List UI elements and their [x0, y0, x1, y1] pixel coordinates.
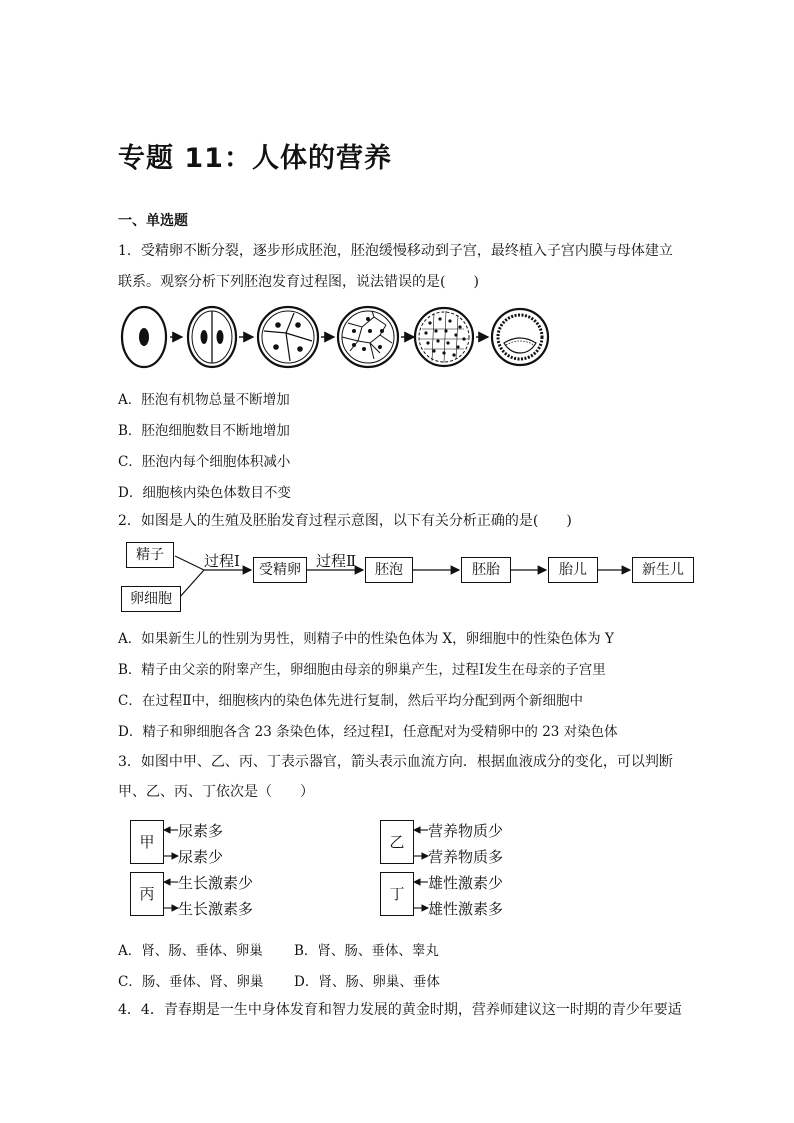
q3-stem-line1: 3．如图中甲、乙、丙、丁表示器官，箭头表示血流方向．根据血液成分的变化，可以判断	[118, 754, 673, 770]
blastocyst-development-diagram	[118, 303, 558, 371]
box-embryo: 胚胎	[461, 557, 511, 583]
stage-four-cell	[258, 307, 318, 367]
q4-stem-line1: 4．4．青春期是一生中身体发育和智力发展的黄金时期，营养师建议这一时期的青少年要适	[118, 1002, 682, 1018]
q1-option-d[interactable]: D．细胞核内染色体数目不变	[118, 485, 291, 501]
box-newborn: 新生儿	[632, 557, 694, 583]
stage-zygote	[122, 307, 166, 367]
organ-jia: 甲	[130, 820, 164, 864]
stage-blastocyst	[492, 309, 548, 365]
stage-morula	[415, 308, 473, 366]
organ-jia-in: 尿素多	[178, 822, 224, 840]
q2-stem: 2．如图是人的生殖及胚胎发育过程示意图，以下有关分析正确的是( )	[118, 513, 572, 529]
stage-multicell	[338, 307, 398, 367]
q2-option-d[interactable]: D．精子和卵细胞各含 23 条染色体，经过程Ⅰ，任意配对为受精卵中的 23 对染色体	[118, 724, 618, 740]
stage-two-cell	[188, 307, 236, 367]
page-title: 专题 11：人体的营养	[118, 143, 392, 174]
q1-option-a[interactable]: A．胚泡有机物总量不断增加	[118, 392, 290, 408]
label-process-2: 过程Ⅱ	[316, 552, 357, 570]
organ-bing: 丙	[130, 872, 164, 916]
q1-stem-line1: 1．受精卵不断分裂，逐步形成胚泡，胚泡缓慢移动到子宫，最终植入子宫内膜与母体建立	[118, 243, 673, 259]
organ-ding: 丁	[380, 872, 414, 916]
box-sperm: 精子	[126, 542, 174, 568]
organ-yi-out: 营养物质多	[428, 848, 504, 866]
organ-bing-out: 生长激素多	[178, 900, 254, 918]
label-process-1: 过程Ⅰ	[204, 552, 240, 570]
reproduction-flow-diagram	[118, 540, 698, 616]
organ-ding-in: 雄性激素少	[428, 874, 504, 892]
q2-option-a[interactable]: A．如果新生儿的性别为男性，则精子中的性染色体为 X，卵细胞中的性染色体为 Y	[118, 631, 614, 647]
organ-blood-diagram	[118, 812, 538, 922]
organ-bing-in: 生长激素少	[178, 874, 254, 892]
organ-yi: 乙	[380, 820, 414, 864]
q1-stem-line2: 联系。观察分析下列胚泡发育过程图，说法错误的是( )	[118, 274, 479, 290]
organ-yi-in: 营养物质少	[428, 822, 504, 840]
q2-option-c[interactable]: C．在过程Ⅱ中，细胞核内的染色体先进行复制，然后平均分配到两个新细胞中	[118, 693, 584, 709]
q3-stem-line2: 甲、乙、丙、丁依次是（ ）	[118, 784, 314, 800]
box-zygote: 受精卵	[253, 557, 307, 583]
organ-ding-out: 雄性激素多	[428, 900, 504, 918]
organ-jia-out: 尿素少	[178, 848, 224, 866]
box-egg: 卵细胞	[121, 586, 181, 612]
q3-option-a[interactable]: A．肾、肠、垂体、卵巢	[118, 943, 263, 959]
section-heading: 一、单选题	[118, 213, 188, 229]
q3-option-c[interactable]: C．肠、垂体、肾、卵巢	[118, 974, 264, 990]
box-blastocyst: 胚泡	[365, 557, 413, 583]
q1-option-c[interactable]: C．胚泡内每个细胞体积减小	[118, 454, 291, 470]
q3-option-d[interactable]: D．肾、肠、卵巢、垂体	[294, 974, 440, 990]
q3-option-b[interactable]: B．肾、肠、垂体、睾丸	[294, 943, 439, 959]
q1-option-b[interactable]: B．胚泡细胞数目不断地增加	[118, 423, 290, 439]
q2-option-b[interactable]: B．精子由父亲的附睾产生，卵细胞由母亲的卵巢产生，过程Ⅰ发生在母亲的子宫里	[118, 662, 606, 678]
box-fetus: 胎儿	[548, 557, 598, 583]
